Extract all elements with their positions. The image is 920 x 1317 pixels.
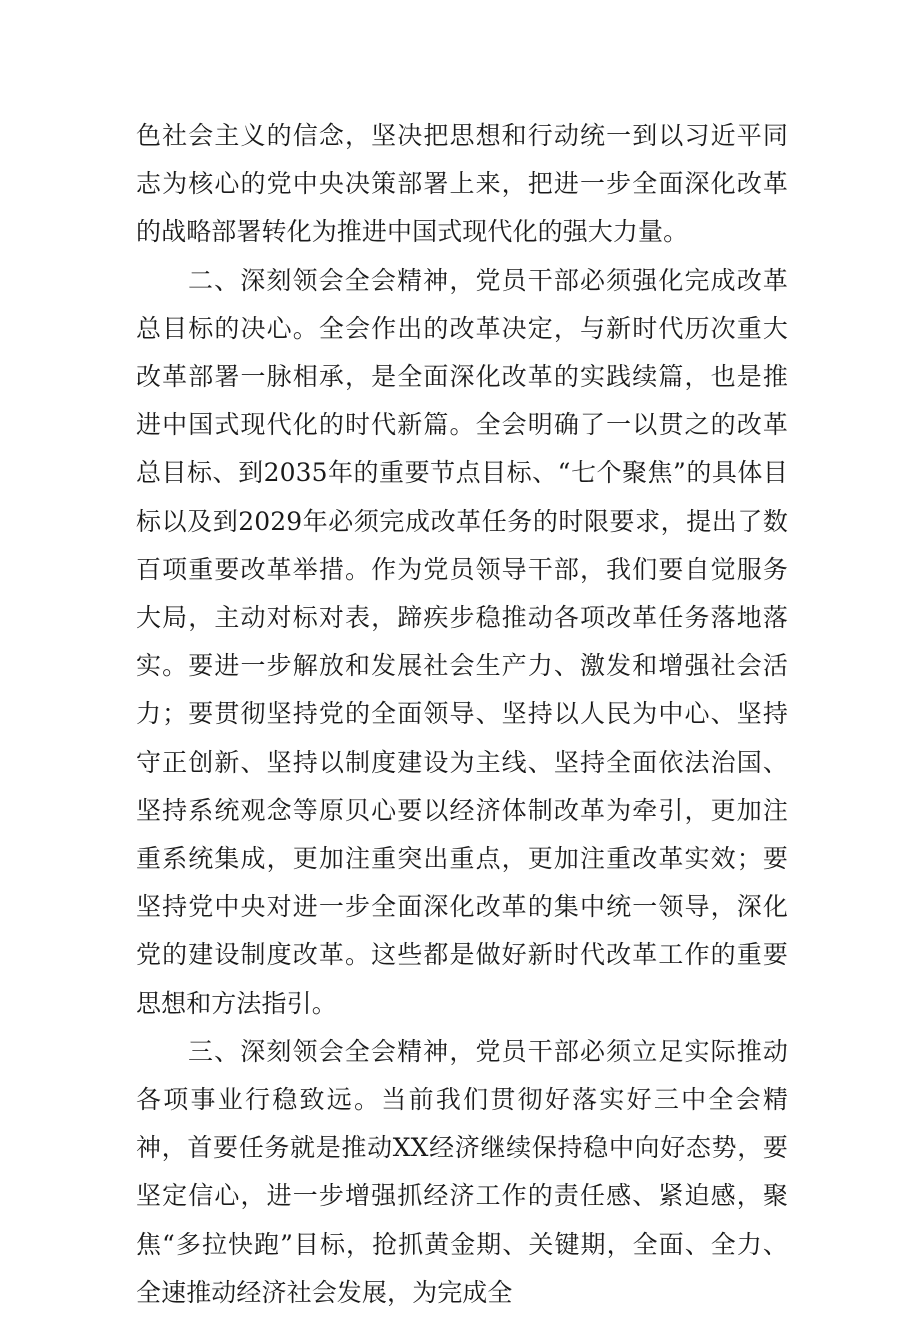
document-body <box>136 112 788 1317</box>
paragraph-section-2: 二、深刻领会全会精神，党员干部必须强化完成改革总目标的决心。全会作出的改革决定，与新时代历次重大改革部署一脉相承，是全面深化改革的实践续篇，也是推进中国式现代化的时代新篇。全会明确了一以贯之的改革总目标、到2035年的重要节点目标、“七个聚焦”的具体目标以及到2029年必须完成改革任务的时限要求，提出了数百项重要改革举措。作为党员领导干部，我们要自觉服务大局，主动对标对表，蹄疾步稳推动各项改革任务落地落实。要进一步解放和发展社会生产力、激发和增强社会活力；要贯彻坚持党的全面领导、坚持以人民为中心、坚持守正创新、坚持以制度建设为主线、坚持全面依法治国、坚持系统观念等原贝心要以经济体制改革为牵引，更加注重系统集成，更加注重突出重点，更加注重改革实效；要坚持党中央对进一步全面深化改革的集中统一领导，深化党的建设制度改革。这些都是做好新时代改革工作的重要思想和方法指引。 <box>136 265 788 1018</box>
paragraph-section-3: 三、深刻领会全会精神，党员干部必须立足实际推动各项事业行稳致远。当前我们贯彻好落实好三中全会精神，首要任务就是推动XX经济继续保持稳中向好态势，要坚定信心，进一步增强抓经济工作的责任感、紧迫感，聚焦“多拉快跑”目标，抢抓黄金期、关键期，全面、全力、全速推动经济社会发展，为完成全 <box>136 1036 788 1307</box>
paragraph-continued: 色社会主义的信念，坚决把思想和行动统一到以习近平同志为核心的党中央决策部署上来，把进一步全面深化改革的战略部署转化为推进中国式现代化的强大力量。 <box>136 121 788 247</box>
